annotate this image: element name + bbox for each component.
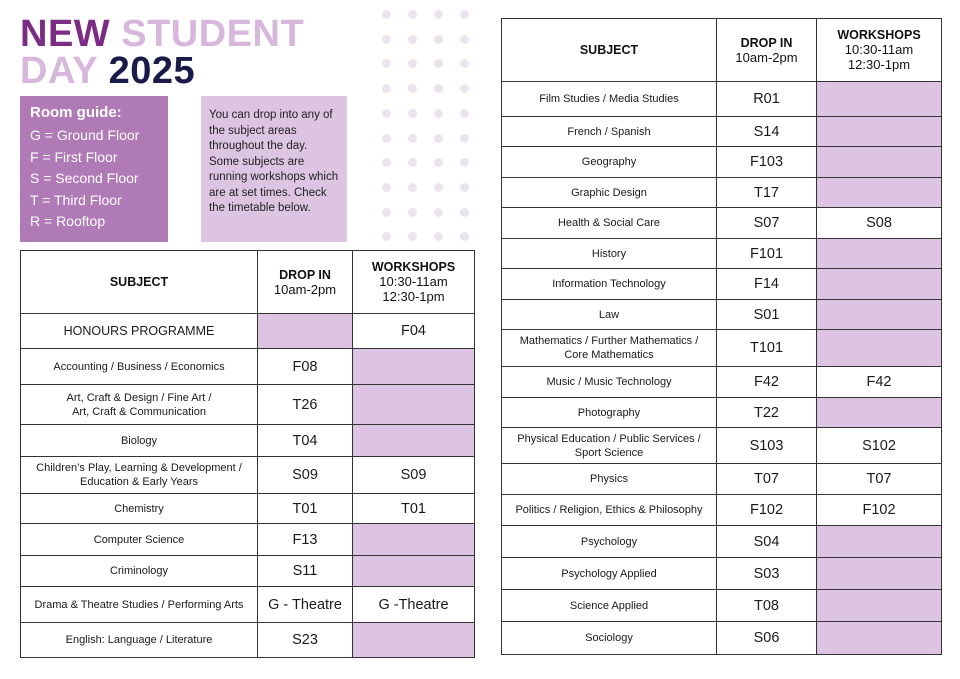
drop-in-cell: F102 (717, 495, 817, 526)
workshop-cell (817, 590, 942, 622)
timetable-left (20, 250, 475, 658)
dot (408, 183, 417, 192)
room-guide-item: G = Ground Floor (30, 127, 140, 143)
drop-in-cell: T08 (717, 590, 817, 622)
drop-in-cell: T26 (258, 385, 353, 425)
workshop-cell (817, 269, 942, 300)
dot (460, 183, 469, 192)
subject-cell: Music / Music Technology (502, 367, 717, 398)
subject-cell: Art, Craft & Design / Fine Art / Art, Craft & Communication (21, 385, 258, 425)
table-row (502, 558, 942, 590)
table-row (502, 622, 942, 655)
subject-cell: Accounting / Business / Economics (21, 349, 258, 385)
room-guide (20, 96, 168, 242)
dot (460, 232, 469, 241)
subject-cell: Film Studies / Media Studies (502, 82, 717, 117)
drop-in-cell: S23 (258, 623, 353, 658)
subject-cell: Physics (502, 464, 717, 495)
workshop-cell (817, 622, 942, 655)
dot (382, 109, 391, 118)
table-row (502, 117, 942, 147)
drop-in-cell: F08 (258, 349, 353, 385)
drop-in-cell: T22 (717, 398, 817, 428)
subject-cell: French / Spanish (502, 117, 717, 147)
workshop-cell (353, 524, 475, 556)
table-row (21, 623, 475, 658)
workshop-cell (817, 82, 942, 117)
workshop-cell: S102 (817, 428, 942, 464)
workshop-cell (353, 349, 475, 385)
table-row (21, 314, 475, 349)
drop-in-cell: T07 (717, 464, 817, 495)
table-row (21, 587, 475, 623)
info-note: You can drop into any of the subject areas throughout the day. Some subjects are running workshops which are at set times. Check the timetable below. (201, 96, 347, 242)
decorative-dots (382, 2, 482, 252)
drop-in-cell: T101 (717, 330, 817, 367)
subject-cell: Health & Social Care (502, 208, 717, 239)
dot (434, 232, 443, 241)
workshop-cell (353, 556, 475, 587)
workshop-cell (817, 300, 942, 330)
dot (408, 134, 417, 143)
subject-cell: Drama & Theatre Studies / Performing Arts (21, 587, 258, 623)
subject-cell: Information Technology (502, 269, 717, 300)
workshop-cell: T01 (353, 494, 475, 524)
drop-in-cell: F101 (717, 239, 817, 269)
drop-in-cell: G - Theatre (258, 587, 353, 623)
subject-cell: English: Language / Literature (21, 623, 258, 658)
drop-in-cell: S04 (717, 526, 817, 558)
subject-cell: Politics / Religion, Ethics & Philosophy (502, 495, 717, 526)
dot (434, 208, 443, 217)
drop-in-cell: T17 (717, 178, 817, 208)
drop-in-cell: R01 (717, 82, 817, 117)
workshop-cell: F04 (353, 314, 475, 349)
table-row (502, 147, 942, 178)
dot (460, 208, 469, 217)
table-row (502, 495, 942, 526)
table-row (21, 425, 475, 457)
dot (382, 134, 391, 143)
drop-in-cell: S01 (717, 300, 817, 330)
table-row (502, 398, 942, 428)
drop-in-cell: S11 (258, 556, 353, 587)
room-guide-item: R = Rooftop (30, 213, 106, 229)
dot (382, 59, 391, 68)
timetable-right (501, 18, 942, 655)
workshop-cell: F102 (817, 495, 942, 526)
dot (408, 10, 417, 19)
subject-cell: Computer Science (21, 524, 258, 556)
table-row (21, 385, 475, 425)
workshop-cell (353, 425, 475, 457)
subject-cell: Physical Education / Public Services / Sport Science (502, 428, 717, 464)
workshop-cell (817, 239, 942, 269)
table-row (21, 349, 475, 385)
dot (460, 84, 469, 93)
table-row (21, 556, 475, 587)
dot (382, 208, 391, 217)
subject-cell: Biology (21, 425, 258, 457)
dot (434, 109, 443, 118)
subject-cell: Psychology Applied (502, 558, 717, 590)
drop-in-cell: T01 (258, 494, 353, 524)
workshop-cell: G -Theatre (353, 587, 475, 623)
table-row (502, 82, 942, 117)
dot (460, 109, 469, 118)
drop-in-cell: S06 (717, 622, 817, 655)
table-row (502, 300, 942, 330)
header-workshops: WORKSHOPS 10:30-11am 12:30-1pm (353, 251, 475, 314)
table-row (21, 457, 475, 494)
drop-in-cell: F42 (717, 367, 817, 398)
drop-in-cell: S07 (717, 208, 817, 239)
dot (460, 59, 469, 68)
room-guide-item: F = First Floor (30, 148, 118, 165)
dot (434, 59, 443, 68)
dot (460, 134, 469, 143)
drop-in-cell: F103 (717, 147, 817, 178)
dot (408, 35, 417, 44)
header-subject: SUBJECT (502, 19, 717, 82)
dot (434, 35, 443, 44)
dot (382, 183, 391, 192)
dot (434, 84, 443, 93)
dot (434, 10, 443, 19)
table-row (21, 524, 475, 556)
header-drop-in: DROP IN 10am-2pm (258, 251, 353, 314)
workshop-cell (353, 385, 475, 425)
dot (382, 158, 391, 167)
drop-in-cell: S14 (717, 117, 817, 147)
room-guide-heading: Room guide: (30, 104, 122, 121)
workshop-cell (817, 526, 942, 558)
header-drop-in: DROP IN 10am-2pm (717, 19, 817, 82)
subject-cell: HONOURS PROGRAMME (21, 314, 258, 349)
subject-cell: History (502, 239, 717, 269)
dot (408, 59, 417, 68)
subject-cell: Children’s Play, Learning & Development / Education & Early Years (21, 457, 258, 494)
drop-in-cell: F13 (258, 524, 353, 556)
table-row (502, 178, 942, 208)
dot (382, 84, 391, 93)
dot (382, 35, 391, 44)
table-row (502, 428, 942, 464)
dot (408, 232, 417, 241)
subject-cell: Photography (502, 398, 717, 428)
table-row (502, 239, 942, 269)
header-workshops: WORKSHOPS 10:30-11am 12:30-1pm (817, 19, 942, 82)
workshop-cell (353, 623, 475, 658)
dot (460, 10, 469, 19)
drop-in-cell: F14 (717, 269, 817, 300)
table-row (502, 590, 942, 622)
subject-cell: Sociology (502, 622, 717, 655)
header-subject: SUBJECT (21, 251, 258, 314)
subject-cell: Graphic Design (502, 178, 717, 208)
table-row (502, 367, 942, 398)
subject-cell: Chemistry (21, 494, 258, 524)
dot (434, 158, 443, 167)
page-title: NEW STUDENT DAY 2025 (20, 13, 305, 92)
subject-cell: Psychology (502, 526, 717, 558)
drop-in-cell: S103 (717, 428, 817, 464)
workshop-cell (817, 330, 942, 367)
subject-cell: Law (502, 300, 717, 330)
dot (460, 35, 469, 44)
workshop-cell: S09 (353, 457, 475, 494)
subject-cell: Science Applied (502, 590, 717, 622)
dot (434, 183, 443, 192)
table-row (502, 526, 942, 558)
workshop-cell (817, 117, 942, 147)
table-row (502, 208, 942, 239)
workshop-cell (817, 147, 942, 178)
table-row (502, 330, 942, 367)
workshop-cell: T07 (817, 464, 942, 495)
dot (382, 10, 391, 19)
subject-cell: Criminology (21, 556, 258, 587)
drop-in-cell: T04 (258, 425, 353, 457)
dot (408, 158, 417, 167)
drop-in-cell: S09 (258, 457, 353, 494)
subject-cell: Geography (502, 147, 717, 178)
workshop-cell: F42 (817, 367, 942, 398)
workshop-cell (817, 178, 942, 208)
dot (408, 208, 417, 217)
workshop-cell: S08 (817, 208, 942, 239)
workshop-cell (817, 398, 942, 428)
dot (460, 158, 469, 167)
room-guide-item: T = Third Floor (30, 191, 122, 208)
room-guide-item: S = Second Floor (30, 170, 139, 186)
drop-in-cell: S03 (717, 558, 817, 590)
workshop-cell (817, 558, 942, 590)
subject-cell: Mathematics / Further Mathematics / Core Mathematics (502, 330, 717, 367)
dot (408, 109, 417, 118)
drop-in-cell (258, 314, 353, 349)
table-row (21, 494, 475, 524)
table-row (502, 269, 942, 300)
table-row (502, 464, 942, 495)
dot (434, 134, 443, 143)
dot (382, 232, 391, 241)
dot (408, 84, 417, 93)
